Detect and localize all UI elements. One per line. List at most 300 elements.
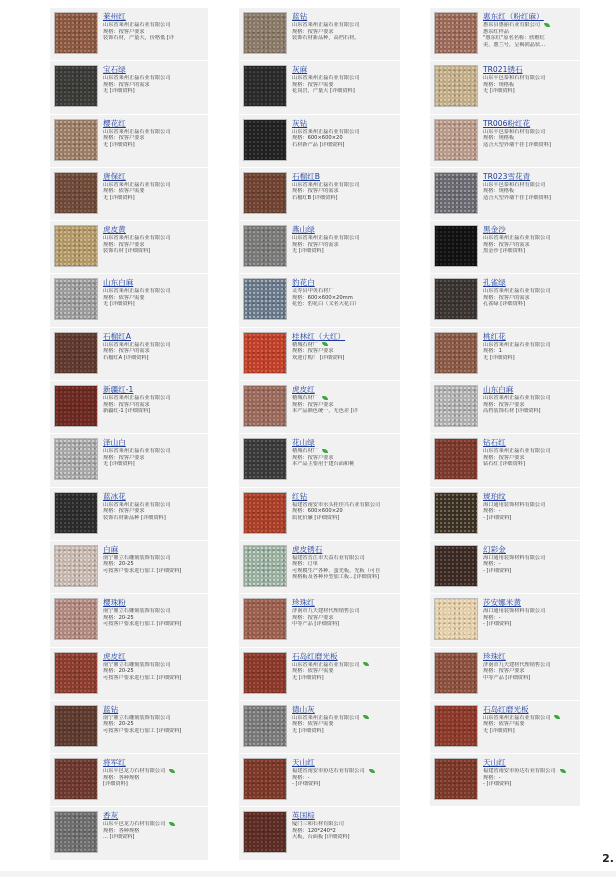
product-info	[292, 701, 400, 753]
product-info	[483, 541, 580, 593]
line-text: 规格：按客户要求	[103, 454, 145, 461]
line-text: 山东平邑泰和石材有限公司	[483, 75, 546, 82]
product-item[interactable]	[430, 221, 580, 274]
line-text: 规格：规格板	[483, 135, 515, 142]
stone-thumbnail[interactable]	[434, 438, 478, 480]
description-text	[292, 408, 400, 415]
product-item[interactable]	[239, 754, 400, 807]
stone-thumbnail[interactable]	[243, 225, 287, 267]
product-title-link[interactable]: 虎皮锈石	[292, 544, 323, 554]
description-text	[292, 88, 400, 95]
description-text	[483, 88, 580, 95]
product-item[interactable]	[50, 541, 208, 594]
stone-thumbnail[interactable]	[434, 705, 478, 747]
description-text	[103, 781, 208, 788]
line-text: 规格：-	[483, 561, 501, 568]
leaf-icon	[363, 662, 369, 666]
line-text: 福建省晋江市天益石业有限公司	[292, 554, 365, 561]
product-item[interactable]	[239, 8, 400, 61]
line-text: 惠东红样品	[483, 28, 509, 35]
line-text: 规格：按客户需要	[292, 81, 334, 88]
product-item[interactable]	[239, 274, 400, 327]
product-title-link[interactable]: 灰钻	[292, 118, 308, 128]
line-text: "惠东红"原名名称：欣维红	[483, 35, 545, 41]
stone-thumbnail[interactable]	[243, 65, 287, 107]
product-title-link[interactable]: TR021锈石	[483, 65, 523, 75]
product-title-link[interactable]: 山东白麻	[483, 385, 514, 395]
product-title-link[interactable]: 豹花白	[292, 278, 315, 288]
line-text: 福建省南安市协达石业有限公司	[483, 768, 556, 775]
line-text: 中等产品 [详细资料]	[483, 674, 531, 681]
product-title-link[interactable]: 惠东红（粉红麻）	[483, 12, 544, 21]
product-title-link[interactable]: 虎皮黄	[103, 225, 126, 235]
stone-thumbnail[interactable]	[434, 278, 478, 320]
line-text: 规格：按客户要求	[483, 401, 525, 408]
product-item[interactable]	[239, 434, 400, 487]
description-text	[292, 574, 400, 581]
stone-thumbnail[interactable]	[434, 172, 478, 214]
stone-thumbnail[interactable]	[54, 545, 98, 587]
stone-thumbnail[interactable]	[243, 332, 287, 374]
product-title-link[interactable]: 珍珠红	[292, 598, 315, 608]
product-title-link[interactable]: 新疆红-1	[103, 385, 134, 395]
product-title-link[interactable]: 燕山绿	[292, 225, 315, 235]
line-text: 山东省莱州正磊石业有限公司	[292, 661, 360, 668]
line-text: 山东省莱州正磊石业有限公司	[103, 395, 171, 402]
product-title-link[interactable]: 蓝钻	[292, 12, 308, 21]
line-text: 山东省莱州正磊石业有限公司	[292, 22, 360, 28]
product-info	[103, 488, 208, 540]
product-item[interactable]	[430, 168, 580, 221]
line-text: 规格：按客户要求	[292, 401, 334, 408]
product-title-link[interactable]: 蓝钻	[103, 704, 119, 714]
product-info	[292, 381, 400, 433]
stone-thumbnail[interactable]	[434, 492, 478, 534]
line-text: 规格：各种规格	[103, 774, 140, 781]
line-text: 石榴红A [详细资料]	[103, 354, 149, 361]
product-title-link[interactable]: TR023雪花青	[483, 171, 531, 181]
product-title-link[interactable]: 石岛红磨光板	[292, 651, 338, 661]
leaf-icon	[363, 715, 369, 719]
description-text	[483, 248, 580, 255]
description-text	[292, 781, 400, 788]
product-item[interactable]	[239, 115, 400, 168]
line-text: - [详细资料]	[483, 567, 512, 574]
line-text: 无 [详细资料]	[103, 141, 135, 148]
line-text: 规格：按客户的需求	[483, 241, 530, 248]
stone-thumbnail[interactable]	[243, 12, 287, 54]
product-item[interactable]	[50, 434, 208, 487]
product-info	[292, 274, 400, 326]
product-title-link[interactable]: 莱州红	[103, 12, 126, 21]
line-text: [详细资料]	[103, 781, 128, 788]
line-text: 济南市九天建材代理销售公司	[483, 661, 551, 668]
product-title-link[interactable]: 泽山白	[103, 438, 126, 448]
product-item[interactable]	[50, 594, 208, 647]
product-item[interactable]	[50, 8, 208, 61]
line-text: ... [详细资料]	[103, 834, 135, 841]
product-title-link[interactable]: 石榴红A	[103, 331, 131, 341]
stone-thumbnail[interactable]	[54, 598, 98, 640]
line-text: 山东省莱州正磊石业有限公司	[483, 288, 551, 295]
line-text: 无 [详细资料]	[103, 461, 135, 468]
stone-thumbnail[interactable]	[243, 438, 287, 480]
product-info	[292, 541, 400, 593]
line-text: - [详细资料]	[292, 781, 321, 788]
product-title-link[interactable]: 将军红	[103, 758, 126, 768]
product-item[interactable]	[239, 701, 400, 754]
line-text: 规格：按客户的需求	[292, 188, 339, 195]
stone-thumbnail[interactable]	[54, 811, 98, 853]
stone-thumbnail[interactable]	[54, 492, 98, 534]
stone-thumbnail[interactable]	[54, 758, 98, 800]
product-column-1	[50, 8, 208, 861]
line-text: 规格：依客户需要	[483, 721, 525, 728]
product-title-link[interactable]: 石榴红B	[292, 171, 320, 181]
product-item[interactable]	[239, 381, 400, 434]
product-title-link[interactable]: 桃红花	[483, 331, 506, 341]
product-item[interactable]	[239, 61, 400, 114]
product-title-link[interactable]: 黑金沙	[483, 225, 506, 235]
product-info	[103, 168, 208, 220]
line-text: 可按客户要求进行加工 [详细资料]	[103, 674, 182, 681]
product-item[interactable]	[430, 115, 580, 168]
product-title-link[interactable]: 英国棕	[292, 811, 315, 821]
stone-thumbnail[interactable]	[54, 225, 98, 267]
description-text	[292, 195, 400, 202]
line-text: 规格：20-25	[103, 668, 134, 675]
product-title-link[interactable]: 白麻	[103, 544, 119, 554]
product-info	[103, 434, 208, 486]
leaf-icon	[560, 769, 566, 773]
product-item[interactable]	[239, 488, 400, 541]
product-item[interactable]	[239, 221, 400, 274]
line-text: 规格：按客户的需求	[103, 81, 150, 88]
stone-thumbnail[interactable]	[243, 119, 287, 161]
product-item[interactable]	[50, 754, 208, 807]
stone-thumbnail[interactable]	[54, 12, 98, 54]
product-item[interactable]	[239, 807, 400, 860]
product-item[interactable]	[430, 274, 580, 327]
product-item[interactable]	[430, 648, 580, 701]
product-item[interactable]	[50, 168, 208, 221]
product-title-link[interactable]: 花山绿	[292, 438, 315, 448]
line-text: 山东省莱州正磊石业有限公司	[103, 128, 171, 135]
line-text: 福建省南安市协达石业有限公司	[292, 768, 365, 775]
line-text: 中等产品 [详细资料]	[292, 621, 340, 628]
description-text	[292, 248, 400, 255]
stone-thumbnail[interactable]	[243, 278, 287, 320]
product-title-link[interactable]: 德山灰	[292, 704, 315, 714]
description-text	[103, 568, 208, 575]
stone-thumbnail[interactable]	[434, 758, 478, 800]
description-text	[292, 834, 400, 841]
leaf-icon	[544, 23, 550, 27]
line-text: 规格板及各种异型加工板…[详细资料]	[292, 574, 380, 581]
product-title-link[interactable]: 桂林红（大红）	[292, 331, 346, 341]
product-info	[103, 274, 208, 326]
product-title-link[interactable]: 虎皮红	[292, 385, 315, 395]
description-text	[103, 408, 208, 415]
product-info	[483, 328, 580, 380]
leaf-icon	[322, 449, 328, 453]
stone-thumbnail[interactable]	[243, 172, 287, 214]
product-item[interactable]	[430, 594, 580, 647]
product-info	[483, 274, 580, 326]
product-item[interactable]	[50, 807, 208, 860]
product-title-link[interactable]: 天山红	[483, 758, 506, 768]
product-item[interactable]	[430, 61, 580, 114]
product-item[interactable]	[239, 328, 400, 381]
stone-thumbnail[interactable]	[243, 811, 287, 853]
product-item[interactable]	[50, 381, 208, 434]
product-info	[103, 594, 208, 646]
description-text	[103, 675, 208, 682]
line-text: 福建省南安市水头桂佳兴石业有限公司	[292, 501, 381, 508]
product-info	[483, 701, 580, 753]
product-item[interactable]	[430, 541, 580, 594]
product-title-link[interactable]: 珍珠红	[483, 651, 506, 661]
stone-thumbnail[interactable]	[434, 225, 478, 267]
stone-thumbnail[interactable]	[434, 119, 478, 161]
product-item[interactable]	[50, 701, 208, 754]
product-info	[103, 61, 208, 113]
line-text: 规格：按客户要求	[292, 454, 334, 461]
product-info	[292, 328, 400, 380]
description-text	[483, 301, 580, 308]
stone-thumbnail[interactable]	[54, 332, 98, 374]
stone-thumbnail[interactable]	[243, 705, 287, 747]
product-title-link[interactable]: 唐保红	[103, 171, 126, 181]
line-text: 规格：600×600×20	[292, 135, 343, 142]
product-info	[483, 648, 580, 700]
product-item[interactable]	[430, 328, 580, 381]
description-text	[483, 515, 580, 522]
stone-thumbnail[interactable]	[243, 492, 287, 534]
line-text: 山东省莱州正磊石业有限公司	[292, 128, 360, 135]
product-item[interactable]	[239, 594, 400, 647]
stone-thumbnail[interactable]	[434, 598, 478, 640]
product-title-link[interactable]: 孔雀绿	[483, 278, 506, 288]
product-title-link[interactable]: 红钻	[292, 491, 308, 501]
line-text: 无 [详细资料]	[103, 301, 135, 308]
description-text	[292, 461, 400, 468]
description-text	[483, 728, 580, 735]
product-item[interactable]	[50, 488, 208, 541]
product-title-link[interactable]: 宝石绿	[103, 65, 126, 75]
stone-thumbnail[interactable]	[243, 545, 287, 587]
line-text: 美，蕙兰号，呈褐润晶状…	[483, 41, 546, 48]
product-item[interactable]	[430, 701, 580, 754]
description-text	[292, 515, 400, 522]
line-text: 质优价廉 [详细资料]	[292, 514, 340, 521]
line-text: 规格：按客户要求	[292, 28, 334, 35]
description-text	[483, 195, 580, 202]
line-text: 山东省莱州正磊石业有限公司	[292, 181, 360, 188]
stone-thumbnail[interactable]	[243, 598, 287, 640]
stone-thumbnail[interactable]	[54, 705, 98, 747]
product-info	[103, 8, 208, 60]
description-text	[483, 675, 580, 682]
line-text: 规格：按客户要求	[483, 668, 525, 675]
line-text: 楂城石材厂	[292, 341, 318, 348]
product-info	[292, 221, 400, 273]
line-text: 规格：1	[483, 348, 502, 355]
product-info	[483, 488, 580, 540]
product-info	[292, 61, 400, 113]
description-text	[103, 35, 208, 42]
stone-thumbnail[interactable]	[54, 65, 98, 107]
leaf-icon	[322, 342, 328, 346]
line-text: - [详细资料]	[483, 514, 512, 521]
product-item[interactable]	[430, 488, 580, 541]
description-text	[483, 781, 580, 788]
stone-thumbnail[interactable]	[434, 652, 478, 694]
line-text: 规格：按客户要求	[483, 454, 525, 461]
line-text: 山东省莱州正磊石业有限公司	[292, 714, 360, 721]
description-text	[292, 355, 400, 362]
product-item[interactable]	[239, 168, 400, 221]
product-info	[483, 115, 580, 167]
product-item[interactable]	[430, 434, 580, 487]
stone-thumbnail[interactable]	[243, 385, 287, 427]
product-item[interactable]	[239, 648, 400, 701]
line-text: 石材新产品 [详细资料]	[292, 141, 345, 148]
product-title-link[interactable]: 天山红	[292, 758, 315, 768]
stone-thumbnail[interactable]	[243, 652, 287, 694]
description-text	[103, 301, 208, 308]
line-text: 山东省莱州正磊石业有限公司	[483, 714, 551, 721]
leaf-icon	[369, 769, 375, 773]
line-text: 适合大型外墙干挂 [详细资料]	[483, 194, 551, 201]
product-info	[483, 594, 580, 646]
line-text: 规格：规格板	[483, 81, 515, 88]
page-number: 2.	[602, 852, 614, 865]
stone-thumbnail[interactable]	[54, 652, 98, 694]
line-text: 规格：按客户要求	[103, 508, 145, 515]
stone-thumbnail[interactable]	[434, 545, 478, 587]
stone-thumbnail[interactable]	[434, 332, 478, 374]
line-text: 规格：20-25	[103, 561, 134, 568]
product-item[interactable]	[239, 541, 400, 594]
line-text: 适合大型外墙干挂 [详细资料]	[483, 141, 551, 148]
stone-thumbnail[interactable]	[54, 438, 98, 480]
leaf-icon	[169, 822, 175, 826]
line-text: 灵寿县中英石材厂	[292, 288, 334, 295]
stone-thumbnail[interactable]	[54, 172, 98, 214]
product-title-link[interactable]: 蓝冰花	[103, 491, 126, 501]
line-text: 可规模生产各种、蛮光板，光板（可自	[292, 567, 381, 574]
line-text: 装饰石材新品种 [详细资料]	[103, 514, 166, 521]
stone-thumbnail[interactable]	[434, 385, 478, 427]
description-text	[483, 461, 580, 468]
product-item[interactable]	[430, 8, 580, 61]
leaf-icon	[554, 715, 560, 719]
product-info	[292, 594, 400, 646]
description-text	[103, 355, 208, 362]
product-title-link[interactable]: 幻彩金	[483, 544, 506, 554]
line-text: 无 [详细资料]	[483, 354, 515, 361]
product-item[interactable]	[50, 221, 208, 274]
product-title-link[interactable]: TR006粉红花	[483, 118, 531, 128]
description-text	[292, 301, 400, 308]
product-title-link[interactable]: 虎皮红	[103, 651, 126, 661]
product-title-link[interactable]: 香灰	[103, 811, 119, 821]
product-title-link[interactable]: 樱珠粉	[103, 598, 126, 608]
line-text: 可按客户要求进行加工 [详细资料]	[103, 727, 182, 734]
product-item[interactable]	[50, 328, 208, 381]
product-info	[483, 61, 580, 113]
line-text: 海口通用装饰材料有限公司	[483, 608, 546, 615]
line-text: 规格：120*240*2	[292, 827, 336, 834]
product-item[interactable]	[50, 115, 208, 168]
line-text: 规格：依客户需要	[103, 188, 145, 195]
line-text: 山东省莱州正磊石业有限公司	[103, 181, 171, 188]
line-text: 规格：按客户的需求	[103, 348, 150, 355]
product-info	[292, 8, 400, 60]
product-item[interactable]	[50, 648, 208, 701]
product-info	[483, 381, 580, 433]
line-text: 济南市九天建材代理销售公司	[292, 608, 360, 615]
product-title-link[interactable]: 樱花红	[103, 118, 126, 128]
stone-thumbnail[interactable]	[434, 65, 478, 107]
product-item[interactable]	[50, 61, 208, 114]
line-text: 山东省莱州正磊石业有限公司	[103, 75, 171, 82]
stone-thumbnail[interactable]	[54, 119, 98, 161]
product-info	[292, 807, 400, 859]
product-column-3	[430, 8, 580, 807]
line-text: 规格：600×600×20mm	[292, 294, 353, 301]
stone-thumbnail[interactable]	[54, 385, 98, 427]
product-info	[292, 168, 400, 220]
line-text: 无 [详细资料]	[103, 194, 135, 201]
line-text: 规格：按客户要求	[103, 135, 145, 142]
product-title-link[interactable]: 山东白麻	[103, 278, 134, 288]
line-text: 装饰石材，产量大，价格低 [详	[103, 35, 175, 41]
line-text: 花色：豹花白（又名大花白）	[292, 301, 360, 308]
stone-thumbnail[interactable]	[434, 12, 478, 54]
stone-thumbnail[interactable]	[54, 278, 98, 320]
product-title-link[interactable]: 钻石红	[483, 438, 506, 448]
product-item[interactable]	[50, 274, 208, 327]
product-title-link[interactable]: 灰麻	[292, 65, 308, 75]
line-text: 规格：-	[483, 508, 501, 515]
product-title-link[interactable]: 莎安娜米黄	[483, 598, 521, 608]
product-title-link[interactable]: 琥珀纹	[483, 491, 506, 501]
product-item[interactable]	[430, 754, 580, 807]
line-text: 规格：600×600×20	[292, 508, 343, 515]
line-text: 山东平邑龙力石材有限公司	[103, 821, 166, 828]
line-text: 无 [详细资料]	[292, 727, 324, 734]
line-text: 规格：依客户需要	[103, 294, 145, 301]
line-text: 山东省莱州正磊石业有限公司	[483, 395, 551, 402]
description-text	[292, 728, 400, 735]
line-text: 山东省莱州正磊石业有限公司	[103, 235, 171, 242]
line-text: 可按客户要求进行加工 [详细资料]	[103, 621, 182, 628]
description-text	[483, 621, 580, 628]
line-text: 石榴红B [详细资料]	[292, 194, 338, 201]
stone-thumbnail[interactable]	[243, 758, 287, 800]
description-text	[103, 88, 208, 95]
line-text: 南宁鼎立石雕刻装饰有限公司	[103, 714, 171, 721]
line-text: 规格：按客户的需求	[292, 241, 339, 248]
line-text: 装饰石材 [详细资料]	[103, 248, 151, 255]
description-text	[103, 142, 208, 149]
product-info	[292, 488, 400, 540]
product-item[interactable]	[430, 381, 580, 434]
line-text: 山东省莱州正磊石业有限公司	[292, 235, 360, 242]
product-title-link[interactable]: 石岛红磨光板	[483, 704, 529, 714]
